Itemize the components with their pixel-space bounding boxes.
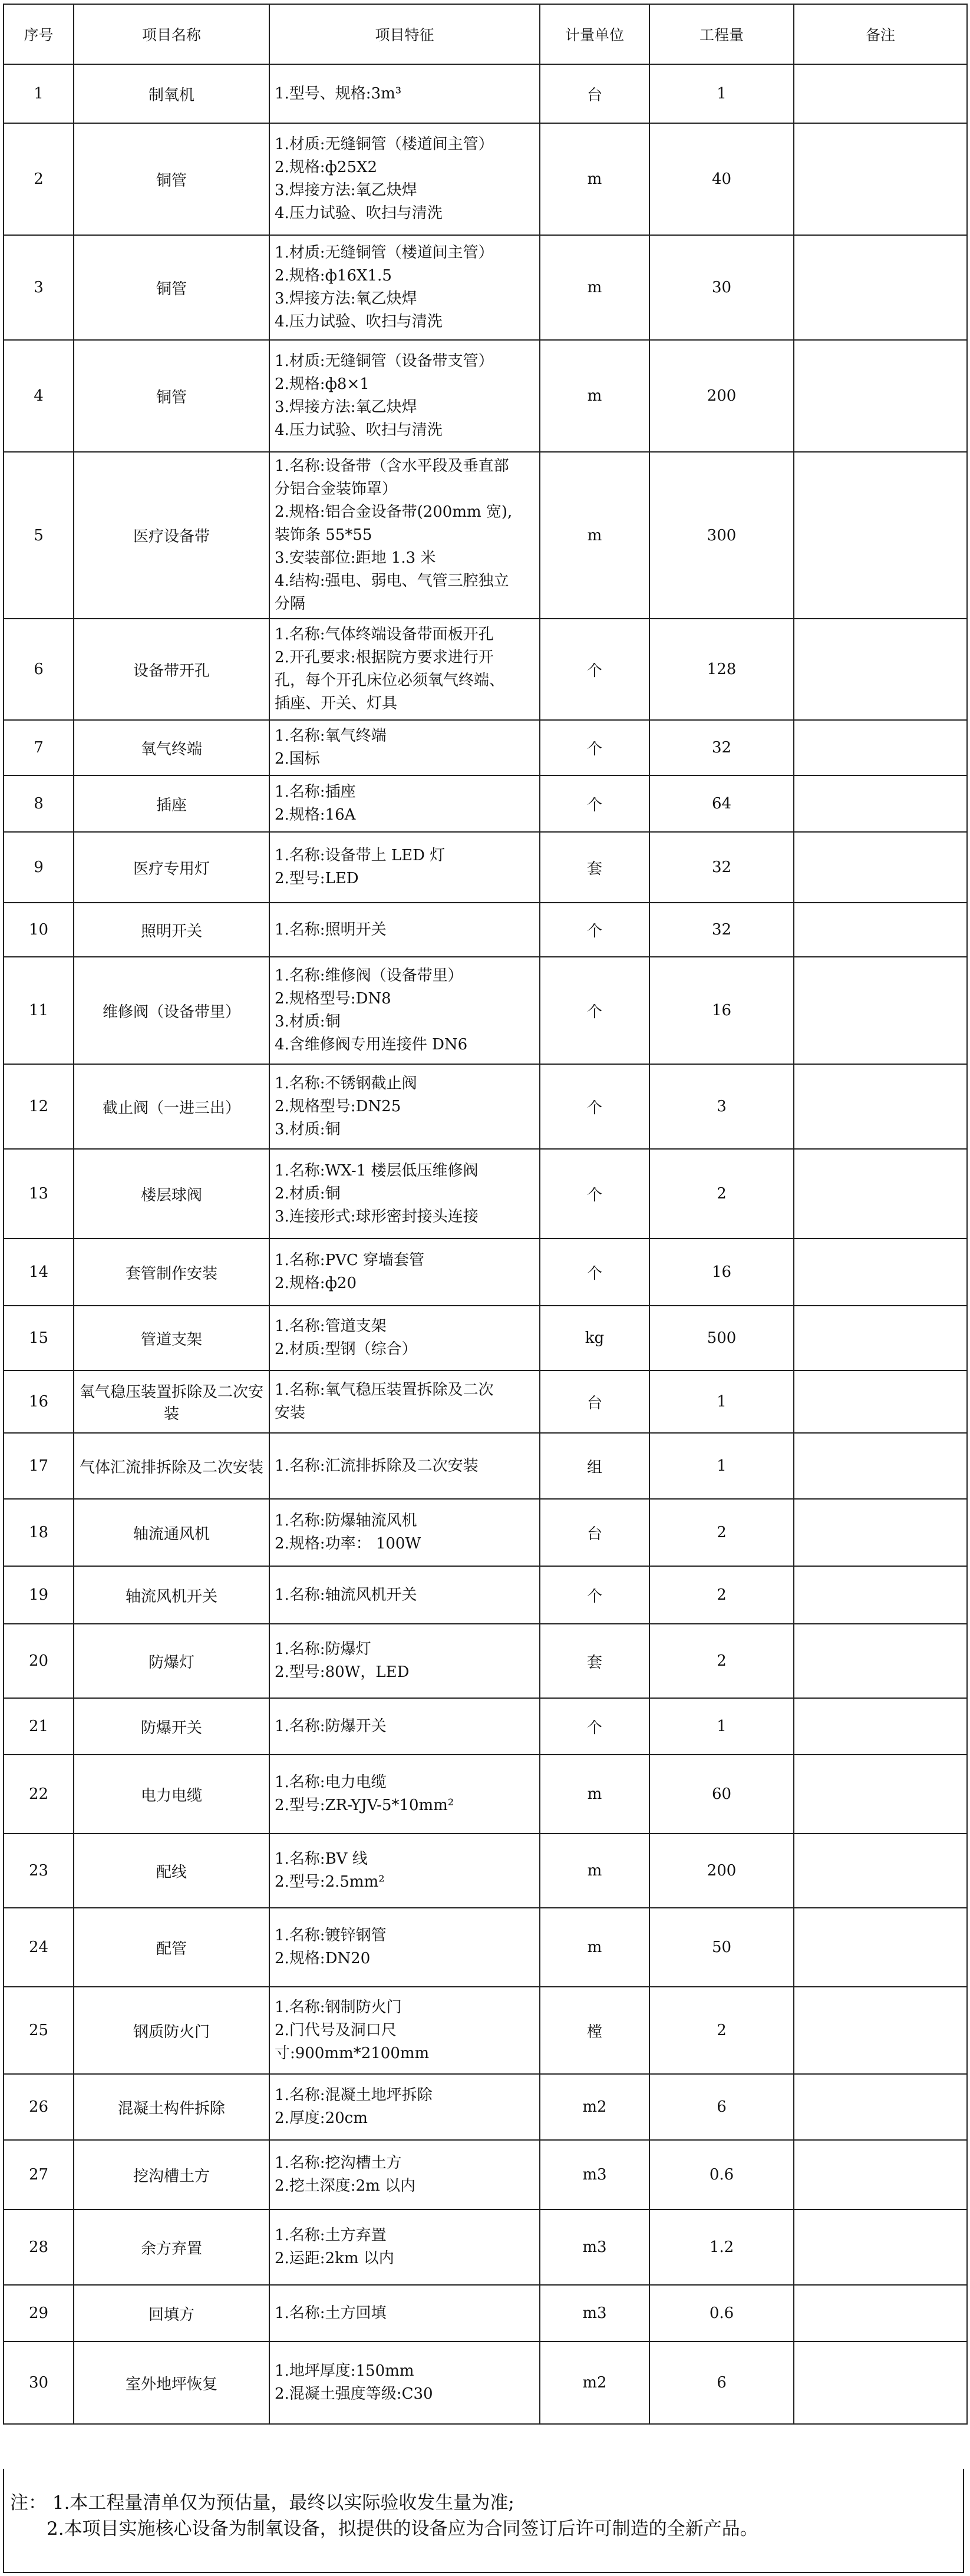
feature-line: 1.材质:无缝铜管（设备带支管） — [275, 352, 494, 370]
feature-line: 3.安装部位:距地 1.3 米 — [275, 549, 436, 567]
feature-line: 2.规格:ф16X1.5 — [275, 267, 392, 285]
cell-unit: m — [540, 1755, 649, 1834]
feature-line: 寸:900mm*2100mm — [275, 2044, 430, 2062]
table-row — [4, 1987, 967, 2074]
cell-unit: 樘 — [540, 1987, 649, 2074]
table-row — [4, 1433, 967, 1499]
cell-features — [269, 2341, 540, 2424]
table-row — [4, 2285, 967, 2341]
cell-note — [794, 775, 967, 832]
feature-line: 3.焊接方法:氧乙炔焊 — [275, 398, 417, 416]
table-row — [4, 1755, 967, 1834]
cell-unit: 套 — [540, 1624, 649, 1698]
cell-unit: 台 — [540, 64, 649, 123]
cell-unit: m2 — [540, 2341, 649, 2424]
feature-line: 4.含维修阀专用连接件 DN6 — [275, 1036, 468, 1053]
feature-line: 分隔 — [275, 595, 306, 613]
cell-features — [269, 619, 540, 720]
feature-line: 1.名称:汇流排拆除及二次安装 — [275, 1457, 479, 1475]
cell-qty: 16 — [649, 957, 794, 1064]
cell-features — [269, 775, 540, 832]
cell-no: 17 — [4, 1433, 74, 1499]
feature-line: 2.运距:2km 以内 — [275, 2250, 394, 2267]
table-row — [4, 1698, 967, 1755]
table-row — [4, 1306, 967, 1370]
feature-line: 3.连接形式:球形密封接头连接 — [275, 1207, 479, 1226]
cell-no: 26 — [4, 2074, 74, 2140]
table-row — [4, 452, 967, 619]
cell-no: 10 — [4, 903, 74, 957]
feature-line: 2.规格:铝合金设备带(200mm 宽), — [275, 503, 513, 521]
cell-note — [794, 1239, 967, 1306]
cell-note — [794, 1064, 967, 1149]
cell-name: 楼层球阀 — [74, 1149, 269, 1239]
cell-features — [269, 1433, 540, 1499]
header-features: 项目特征 — [269, 4, 540, 64]
cell-no: 8 — [4, 775, 74, 832]
cell-no: 1 — [4, 64, 74, 123]
cell-features — [269, 1755, 540, 1834]
cell-name: 配线 — [74, 1834, 269, 1908]
cell-name: 截止阀（一进三出） — [74, 1064, 269, 1149]
feature-line: 3.焊接方法:氧乙炔焊 — [275, 181, 417, 199]
cell-note — [794, 1624, 967, 1698]
cell-unit: kg — [540, 1306, 649, 1370]
cell-unit: m — [540, 340, 649, 452]
feature-line: 4.压力试验、吹扫与清洗 — [275, 313, 443, 331]
table-row — [4, 2140, 967, 2210]
feature-line: 1.名称:气体终端设备带面板开孔 — [275, 626, 494, 643]
cell-qty: 64 — [649, 775, 794, 832]
cell-name: 电力电缆 — [74, 1755, 269, 1834]
feature-line: 2.型号:ZR-YJV-5*10mm² — [275, 1796, 454, 1814]
cell-unit: m2 — [540, 2074, 649, 2140]
cell-note — [794, 619, 967, 720]
cell-note — [794, 2140, 967, 2210]
cell-unit: 套 — [540, 832, 649, 903]
cell-unit: 个 — [540, 775, 649, 832]
feature-line: 1.名称:土方回填 — [275, 2304, 387, 2322]
cell-no: 14 — [4, 1239, 74, 1306]
cell-features — [269, 903, 540, 957]
cell-unit: m — [540, 123, 649, 235]
cell-no: 27 — [4, 2140, 74, 2210]
feature-line: 1.名称:土方弃置 — [275, 2227, 387, 2244]
cell-qty: 0.6 — [649, 2285, 794, 2341]
cell-name: 氧气终端 — [74, 720, 269, 775]
quantities-table — [3, 4, 968, 2425]
cell-note — [794, 1755, 967, 1834]
cell-name: 医疗设备带 — [74, 452, 269, 619]
feature-line: 1.名称:氧气终端 — [275, 727, 387, 745]
table-row — [4, 2341, 967, 2424]
cell-name: 维修阀（设备带里） — [74, 957, 269, 1064]
cell-unit: m3 — [540, 2140, 649, 2210]
cell-qty: 200 — [649, 340, 794, 452]
cell-qty: 1.2 — [649, 2210, 794, 2285]
cell-qty: 2 — [649, 1624, 794, 1698]
cell-no: 9 — [4, 832, 74, 903]
cell-unit: 台 — [540, 1499, 649, 1566]
table-row — [4, 1149, 967, 1239]
table-row — [4, 123, 967, 235]
header-qty: 工程量 — [649, 4, 794, 64]
feature-line: 1.名称:不锈钢截止阀 — [275, 1074, 417, 1092]
feature-line: 1.名称:钢制防火门 — [275, 1998, 402, 2016]
cell-features — [269, 957, 540, 1064]
feature-line: 2.规格型号:DN25 — [275, 1097, 401, 1115]
cell-features — [269, 64, 540, 123]
cell-features — [269, 2074, 540, 2140]
feature-line: 1.地坪厚度:150mm — [275, 2362, 414, 2380]
cell-unit: 个 — [540, 720, 649, 775]
cell-note — [794, 1433, 967, 1499]
cell-features — [269, 832, 540, 903]
cell-qty: 2 — [649, 1499, 794, 1566]
cell-name: 气体汇流排拆除及二次安装 — [74, 1433, 269, 1499]
feature-line: 1.材质:无缝铜管（楼道间主管） — [275, 136, 494, 153]
cell-name: 轴流风机开关 — [74, 1566, 269, 1624]
feature-line: 1.名称:镀锌钢管 — [275, 1927, 387, 1944]
table-row — [4, 1370, 967, 1433]
feature-line: 1.名称:设备带（含水平段及垂直部 — [275, 457, 509, 475]
cell-qty: 32 — [649, 720, 794, 775]
note-line-2: 2.本项目实施核心设备为制氧设备，拟提供的设备应为合同签订后许可制造的全新产品。 — [47, 2518, 758, 2539]
feature-line: 1.名称:电力电缆 — [275, 1774, 387, 1791]
feature-line: 1.名称:照明开关 — [275, 920, 387, 939]
cell-no: 18 — [4, 1499, 74, 1566]
feature-line: 2.混凝土强度等级:C30 — [275, 2385, 433, 2403]
cell-qty: 500 — [649, 1306, 794, 1370]
feature-line: 1.名称:防爆灯 — [275, 1640, 371, 1658]
table-row — [4, 1566, 967, 1624]
cell-features — [269, 2210, 540, 2285]
cell-no: 23 — [4, 1834, 74, 1908]
cell-unit: 台 — [540, 1370, 649, 1433]
note-line-1: 注： 1.本工程量清单仅为预估量，最终以实际验收发生量为准; — [10, 2492, 514, 2514]
cell-unit: m3 — [540, 2210, 649, 2285]
cell-name: 照明开关 — [74, 903, 269, 957]
cell-features — [269, 1566, 540, 1624]
cell-unit: m — [540, 452, 649, 619]
table-row — [4, 775, 967, 832]
cell-qty: 3 — [649, 1064, 794, 1149]
feature-line: 2.型号:80W，LED — [275, 1663, 410, 1681]
cell-name: 制氧机 — [74, 64, 269, 123]
feature-line: 3.材质:铜 — [275, 1120, 341, 1138]
feature-line: 1.名称:PVC 穿墙套管 — [275, 1251, 424, 1269]
cell-features — [269, 1149, 540, 1239]
cell-name: 插座 — [74, 775, 269, 832]
feature-line: 2.规格:ф8×1 — [275, 375, 369, 393]
cell-name: 钢质防火门 — [74, 1987, 269, 2074]
feature-line: 2.材质:型钢（综合） — [275, 1340, 417, 1358]
cell-features — [269, 123, 540, 235]
cell-note — [794, 1698, 967, 1755]
cell-name: 室外地坪恢复 — [74, 2341, 269, 2424]
table-row — [4, 1239, 967, 1306]
cell-qty: 32 — [649, 903, 794, 957]
feature-line: 2.厚度:20cm — [275, 2109, 368, 2127]
feature-line: 3.材质:铜 — [275, 1013, 341, 1031]
cell-qty: 60 — [649, 1755, 794, 1834]
cell-features — [269, 1064, 540, 1149]
cell-name: 余方弃置 — [74, 2210, 269, 2285]
cell-qty: 40 — [649, 123, 794, 235]
cell-name: 铜管 — [74, 340, 269, 452]
cell-no: 3 — [4, 235, 74, 340]
cell-unit: 个 — [540, 957, 649, 1064]
table-row — [4, 1064, 967, 1149]
cell-no: 20 — [4, 1624, 74, 1698]
cell-features — [269, 1624, 540, 1698]
feature-line: 1.名称:插座 — [275, 783, 356, 801]
cell-no: 6 — [4, 619, 74, 720]
feature-line: 1.名称:维修阀（设备带里） — [275, 967, 463, 985]
feature-line: 1.名称:防爆轴流风机 — [275, 1512, 417, 1530]
cell-name: 医疗专用灯 — [74, 832, 269, 903]
cell-unit: 个 — [540, 619, 649, 720]
table-row — [4, 2074, 967, 2140]
cell-qty: 1 — [649, 1433, 794, 1499]
cell-name: 挖沟槽土方 — [74, 2140, 269, 2210]
cell-qty: 50 — [649, 1908, 794, 1987]
cell-note — [794, 832, 967, 903]
cell-no: 4 — [4, 340, 74, 452]
cell-features — [269, 1239, 540, 1306]
cell-unit: m — [540, 1834, 649, 1908]
cell-unit: 个 — [540, 1566, 649, 1624]
feature-line: 1.名称:防爆开关 — [275, 1717, 387, 1735]
cell-no: 30 — [4, 2341, 74, 2424]
cell-no: 12 — [4, 1064, 74, 1149]
header-row — [4, 4, 967, 64]
table-row — [4, 832, 967, 903]
header-name: 项目名称 — [74, 4, 269, 64]
cell-qty: 2 — [649, 1566, 794, 1624]
cell-note — [794, 1370, 967, 1433]
cell-features — [269, 1306, 540, 1370]
cell-qty: 1 — [649, 1370, 794, 1433]
cell-features — [269, 1834, 540, 1908]
cell-note — [794, 1306, 967, 1370]
cell-no: 28 — [4, 2210, 74, 2285]
table-row — [4, 1834, 967, 1908]
cell-name: 配管 — [74, 1908, 269, 1987]
table-row — [4, 957, 967, 1064]
feature-line: 2.开孔要求:根据院方要求进行开 — [275, 649, 494, 666]
table-row — [4, 64, 967, 123]
cell-unit: 个 — [540, 1064, 649, 1149]
cell-note — [794, 1834, 967, 1908]
cell-note — [794, 2210, 967, 2285]
feature-line: 2.规格:16A — [275, 806, 356, 824]
cell-note — [794, 123, 967, 235]
cell-note — [794, 2341, 967, 2424]
cell-note — [794, 235, 967, 340]
feature-line: 1.名称:BV 线 — [275, 1850, 368, 1868]
table-row — [4, 1499, 967, 1566]
table-row — [4, 619, 967, 720]
cell-note — [794, 1908, 967, 1987]
cell-note — [794, 1149, 967, 1239]
feature-line: 1.材质:无缝铜管（楼道间主管） — [275, 244, 494, 262]
table-row — [4, 903, 967, 957]
cell-qty: 1 — [649, 64, 794, 123]
cell-name: 管道支架 — [74, 1306, 269, 1370]
cell-name: 防爆开关 — [74, 1698, 269, 1755]
feature-line: 2.型号:LED — [275, 870, 359, 887]
cell-qty: 16 — [649, 1239, 794, 1306]
cell-features — [269, 1698, 540, 1755]
cell-name: 铜管 — [74, 235, 269, 340]
feature-line: 2.规格:DN20 — [275, 1950, 371, 1967]
cell-no: 19 — [4, 1566, 74, 1624]
feature-line: 安装 — [275, 1404, 306, 1422]
cell-qty: 0.6 — [649, 2140, 794, 2210]
cell-unit: 个 — [540, 1698, 649, 1755]
feature-line: 1.名称:轴流风机开关 — [275, 1586, 417, 1604]
cell-note — [794, 957, 967, 1064]
cell-unit: m — [540, 235, 649, 340]
feature-line: 1.型号、规格:3m³ — [275, 84, 402, 103]
cell-features — [269, 2285, 540, 2341]
table-row — [4, 2210, 967, 2285]
cell-features — [269, 1987, 540, 2074]
cell-note — [794, 1566, 967, 1624]
header-no: 序号 — [4, 4, 74, 64]
feature-line: 1.名称:设备带上 LED 灯 — [275, 847, 446, 864]
cell-name: 回填方 — [74, 2285, 269, 2341]
feature-line: 孔，每个开孔床位必须氧气终端、 — [275, 672, 505, 689]
cell-no: 21 — [4, 1698, 74, 1755]
feature-line: 2.型号:2.5mm² — [275, 1873, 385, 1891]
feature-line: 1.名称:氧气稳压装置拆除及二次 — [275, 1381, 494, 1399]
feature-line: 4.结构:强电、弱电、气管三腔独立 — [275, 572, 509, 590]
cell-no: 13 — [4, 1149, 74, 1239]
feature-line: 2.规格:功率： 100W — [275, 1535, 421, 1553]
cell-unit: 个 — [540, 1239, 649, 1306]
feature-line: 1.名称:管道支架 — [275, 1317, 387, 1335]
feature-line: 4.压力试验、吹扫与清洗 — [275, 204, 443, 222]
cell-note — [794, 64, 967, 123]
cell-qty: 2 — [649, 1987, 794, 2074]
cell-features — [269, 2140, 540, 2210]
feature-line: 4.压力试验、吹扫与清洗 — [275, 421, 443, 439]
cell-qty: 1 — [649, 1698, 794, 1755]
feature-line: 装饰条 55*55 — [275, 526, 372, 544]
cell-no: 15 — [4, 1306, 74, 1370]
cell-name: 氧气稳压装置拆除及二次安装 — [74, 1370, 269, 1433]
header-unit: 计量单位 — [540, 4, 649, 64]
cell-qty: 300 — [649, 452, 794, 619]
notes-section — [3, 2469, 964, 2573]
cell-note — [794, 2285, 967, 2341]
feature-line: 2.门代号及洞口尺 — [275, 2021, 397, 2039]
feature-line: 2.规格型号:DN8 — [275, 990, 391, 1008]
cell-unit: 组 — [540, 1433, 649, 1499]
cell-unit: 个 — [540, 903, 649, 957]
header-note: 备注 — [794, 4, 967, 64]
cell-qty: 200 — [649, 1834, 794, 1908]
cell-no: 22 — [4, 1755, 74, 1834]
cell-unit: 个 — [540, 1149, 649, 1239]
cell-qty: 6 — [649, 2074, 794, 2140]
cell-features — [269, 1908, 540, 1987]
cell-features — [269, 1370, 540, 1433]
cell-qty: 6 — [649, 2341, 794, 2424]
cell-features — [269, 720, 540, 775]
feature-line: 2.材质:铜 — [275, 1184, 341, 1203]
cell-no: 7 — [4, 720, 74, 775]
feature-line: 插座、开关、灯具 — [275, 695, 398, 712]
cell-note — [794, 452, 967, 619]
feature-line: 分铝合金装饰罩） — [275, 480, 398, 498]
cell-no: 24 — [4, 1908, 74, 1987]
cell-name: 铜管 — [74, 123, 269, 235]
table-row — [4, 1908, 967, 1987]
cell-name: 轴流通风机 — [74, 1499, 269, 1566]
cell-qty: 30 — [649, 235, 794, 340]
cell-name: 混凝土构件拆除 — [74, 2074, 269, 2140]
feature-line: 2.国标 — [275, 750, 320, 768]
cell-qty: 32 — [649, 832, 794, 903]
feature-line: 1.名称:WX-1 楼层低压维修阀 — [275, 1161, 479, 1180]
feature-line: 2.规格:ф25X2 — [275, 158, 378, 176]
cell-features — [269, 452, 540, 619]
cell-note — [794, 340, 967, 452]
cell-no: 5 — [4, 452, 74, 619]
cell-name: 防爆灯 — [74, 1624, 269, 1698]
cell-features — [269, 340, 540, 452]
cell-note — [794, 1499, 967, 1566]
cell-unit: m3 — [540, 2285, 649, 2341]
cell-no: 11 — [4, 957, 74, 1064]
cell-qty: 128 — [649, 619, 794, 720]
feature-line: 1.名称:挖沟槽土方 — [275, 2154, 402, 2172]
cell-features — [269, 235, 540, 340]
cell-no: 25 — [4, 1987, 74, 2074]
cell-no: 2 — [4, 123, 74, 235]
table-row — [4, 340, 967, 452]
cell-note — [794, 903, 967, 957]
cell-no: 16 — [4, 1370, 74, 1433]
feature-line: 1.名称:混凝土地坪拆除 — [275, 2086, 433, 2104]
table-row — [4, 235, 967, 340]
cell-note — [794, 720, 967, 775]
cell-features — [269, 1499, 540, 1566]
cell-name: 设备带开孔 — [74, 619, 269, 720]
cell-note — [794, 2074, 967, 2140]
cell-note — [794, 1987, 967, 2074]
feature-line: 2.挖土深度:2m 以内 — [275, 2177, 416, 2195]
feature-line: 3.焊接方法:氧乙炔焊 — [275, 290, 417, 308]
cell-qty: 2 — [649, 1149, 794, 1239]
bill-of-quantities — [3, 4, 966, 2425]
cell-unit: m — [540, 1908, 649, 1987]
cell-name: 套管制作安装 — [74, 1239, 269, 1306]
cell-no: 29 — [4, 2285, 74, 2341]
table-row — [4, 720, 967, 775]
table-row — [4, 1624, 967, 1698]
feature-line: 2.规格:ф20 — [275, 1274, 357, 1292]
